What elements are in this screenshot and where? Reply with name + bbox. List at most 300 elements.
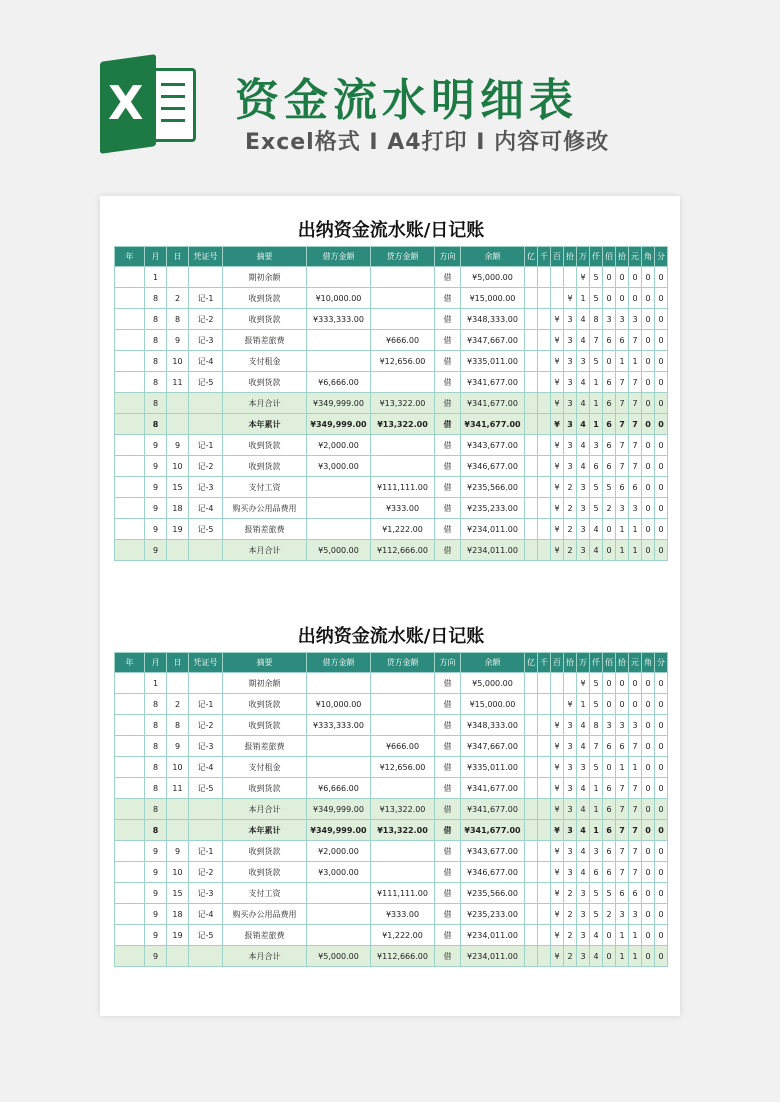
- digit-cell: 3: [577, 498, 590, 519]
- table-row: [115, 673, 668, 694]
- direction-cell: 借: [435, 799, 461, 820]
- month-cell: 9: [145, 456, 167, 477]
- digit-cell: 2: [564, 946, 577, 967]
- voucher-cell: 记-5: [189, 925, 223, 946]
- year-cell: [115, 673, 145, 694]
- debit-cell: [307, 267, 371, 288]
- digit-cell: 0: [655, 372, 668, 393]
- table-row: [115, 694, 668, 715]
- direction-cell: 借: [435, 736, 461, 757]
- year-cell: [115, 736, 145, 757]
- credit-cell: [371, 673, 435, 694]
- summary-cell: 本月合计: [223, 946, 307, 967]
- digit-cell: [525, 435, 538, 456]
- year-cell: [115, 841, 145, 862]
- digit-cell: 6: [603, 736, 616, 757]
- digit-cell: [525, 715, 538, 736]
- table-row: [115, 778, 668, 799]
- digit-cell: 7: [590, 330, 603, 351]
- column-header: 拾: [564, 653, 577, 673]
- voucher-cell: 记-4: [189, 351, 223, 372]
- digit-cell: 0: [655, 757, 668, 778]
- digit-cell: [525, 757, 538, 778]
- digit-cell: [525, 267, 538, 288]
- digit-cell: [525, 540, 538, 561]
- credit-cell: ¥666.00: [371, 736, 435, 757]
- day-cell: 11: [167, 372, 189, 393]
- digit-cell: 0: [642, 799, 655, 820]
- credit-cell: [371, 309, 435, 330]
- day-cell: 15: [167, 477, 189, 498]
- direction-cell: 借: [435, 351, 461, 372]
- column-header: 月: [145, 653, 167, 673]
- month-cell: 8: [145, 757, 167, 778]
- day-cell: 9: [167, 435, 189, 456]
- digit-cell: 0: [655, 778, 668, 799]
- direction-cell: 借: [435, 946, 461, 967]
- digit-cell: [538, 673, 551, 694]
- day-cell: [167, 673, 189, 694]
- digit-cell: 3: [564, 435, 577, 456]
- digit-cell: 7: [616, 778, 629, 799]
- digit-cell: 1: [629, 757, 642, 778]
- digit-cell: [525, 694, 538, 715]
- summary-cell: 收到货款: [223, 309, 307, 330]
- digit-cell: 3: [577, 883, 590, 904]
- column-header: 年: [115, 653, 145, 673]
- balance-cell: ¥234,011.00: [461, 540, 525, 561]
- digit-cell: ¥: [551, 904, 564, 925]
- digit-cell: [538, 820, 551, 841]
- month-cell: 9: [145, 841, 167, 862]
- balance-cell: ¥234,011.00: [461, 946, 525, 967]
- digit-cell: [551, 267, 564, 288]
- digit-cell: 0: [629, 694, 642, 715]
- balance-cell: ¥341,677.00: [461, 820, 525, 841]
- digit-cell: 1: [577, 694, 590, 715]
- credit-cell: [371, 267, 435, 288]
- digit-cell: 0: [642, 862, 655, 883]
- digit-cell: ¥: [551, 456, 564, 477]
- column-header: 千: [538, 653, 551, 673]
- voucher-cell: [189, 946, 223, 967]
- voucher-cell: 记-4: [189, 757, 223, 778]
- digit-cell: [525, 925, 538, 946]
- direction-cell: 借: [435, 435, 461, 456]
- digit-cell: 7: [616, 435, 629, 456]
- column-header: 余额: [461, 247, 525, 267]
- subtotal-row: [115, 393, 668, 414]
- credit-cell: ¥111,111.00: [371, 477, 435, 498]
- column-header: 凭证号: [189, 247, 223, 267]
- debit-cell: ¥349,999.00: [307, 414, 371, 435]
- day-cell: 11: [167, 778, 189, 799]
- digit-cell: 2: [564, 477, 577, 498]
- credit-cell: [371, 841, 435, 862]
- digit-cell: 0: [642, 925, 655, 946]
- table-header-row: [115, 653, 668, 673]
- day-cell: [167, 267, 189, 288]
- digit-cell: 7: [590, 736, 603, 757]
- digit-cell: 0: [655, 330, 668, 351]
- credit-cell: ¥666.00: [371, 330, 435, 351]
- debit-cell: ¥5,000.00: [307, 540, 371, 561]
- credit-cell: ¥112,666.00: [371, 540, 435, 561]
- voucher-cell: [189, 267, 223, 288]
- credit-cell: ¥13,322.00: [371, 799, 435, 820]
- direction-cell: 借: [435, 841, 461, 862]
- summary-cell: 收到货款: [223, 288, 307, 309]
- digit-cell: 4: [577, 330, 590, 351]
- table-row: [115, 519, 668, 540]
- column-header: 拾: [564, 247, 577, 267]
- digit-cell: 0: [616, 673, 629, 694]
- digit-cell: 0: [603, 540, 616, 561]
- month-cell: 8: [145, 736, 167, 757]
- digit-cell: 0: [629, 673, 642, 694]
- table-row: [115, 330, 668, 351]
- year-cell: [115, 946, 145, 967]
- month-cell: 8: [145, 778, 167, 799]
- digit-cell: 6: [603, 330, 616, 351]
- digit-cell: 3: [564, 393, 577, 414]
- voucher-cell: 记-5: [189, 519, 223, 540]
- balance-cell: ¥5,000.00: [461, 673, 525, 694]
- table-row: [115, 715, 668, 736]
- balance-cell: ¥234,011.00: [461, 925, 525, 946]
- digit-cell: [525, 372, 538, 393]
- digit-cell: 6: [603, 393, 616, 414]
- debit-cell: [307, 351, 371, 372]
- debit-cell: ¥6,666.00: [307, 778, 371, 799]
- digit-cell: 0: [655, 904, 668, 925]
- digit-cell: 7: [629, 414, 642, 435]
- table-row: [115, 841, 668, 862]
- column-header: 方向: [435, 653, 461, 673]
- digit-cell: 3: [577, 925, 590, 946]
- day-cell: 10: [167, 862, 189, 883]
- table-row: [115, 288, 668, 309]
- digit-cell: 0: [642, 330, 655, 351]
- digit-cell: [538, 540, 551, 561]
- digit-cell: [538, 736, 551, 757]
- direction-cell: 借: [435, 715, 461, 736]
- column-header: 万: [577, 247, 590, 267]
- digit-cell: 0: [655, 288, 668, 309]
- digit-cell: 4: [590, 519, 603, 540]
- digit-cell: 0: [642, 820, 655, 841]
- digit-cell: ¥: [551, 778, 564, 799]
- digit-cell: [525, 309, 538, 330]
- column-header: 佰: [603, 653, 616, 673]
- digit-cell: ¥: [551, 925, 564, 946]
- table-row: [115, 498, 668, 519]
- digit-cell: 7: [629, 799, 642, 820]
- digit-cell: 3: [577, 540, 590, 561]
- month-cell: 1: [145, 267, 167, 288]
- summary-cell: 收到货款: [223, 778, 307, 799]
- digit-cell: 4: [590, 925, 603, 946]
- summary-cell: 收到货款: [223, 456, 307, 477]
- summary-cell: 购买办公用品费用: [223, 498, 307, 519]
- digit-cell: [538, 519, 551, 540]
- debit-cell: [307, 904, 371, 925]
- subtotal-row: [115, 946, 668, 967]
- year-cell: [115, 862, 145, 883]
- day-cell: 9: [167, 330, 189, 351]
- month-cell: 9: [145, 540, 167, 561]
- cumulative-row: [115, 820, 668, 841]
- digit-cell: [525, 673, 538, 694]
- voucher-cell: [189, 393, 223, 414]
- digit-cell: 7: [629, 330, 642, 351]
- credit-cell: ¥1,222.00: [371, 925, 435, 946]
- digit-cell: [538, 330, 551, 351]
- digit-cell: [525, 841, 538, 862]
- digit-cell: 0: [655, 946, 668, 967]
- year-cell: [115, 715, 145, 736]
- digit-cell: 2: [564, 925, 577, 946]
- digit-cell: 0: [603, 694, 616, 715]
- column-header: 贷方金额: [371, 247, 435, 267]
- digit-cell: [551, 673, 564, 694]
- year-cell: [115, 778, 145, 799]
- digit-cell: ¥: [551, 820, 564, 841]
- direction-cell: 借: [435, 673, 461, 694]
- digit-cell: ¥: [551, 498, 564, 519]
- digit-cell: 0: [642, 883, 655, 904]
- digit-cell: 4: [577, 309, 590, 330]
- digit-cell: ¥: [551, 477, 564, 498]
- table-row: [115, 267, 668, 288]
- digit-cell: 1: [616, 946, 629, 967]
- digit-cell: 4: [577, 841, 590, 862]
- digit-cell: 4: [577, 393, 590, 414]
- voucher-cell: 记-1: [189, 694, 223, 715]
- digit-cell: [538, 946, 551, 967]
- day-cell: 10: [167, 351, 189, 372]
- day-cell: [167, 393, 189, 414]
- digit-cell: 0: [655, 862, 668, 883]
- direction-cell: 借: [435, 498, 461, 519]
- direction-cell: 借: [435, 904, 461, 925]
- logo-letter: X: [108, 76, 144, 130]
- direction-cell: 借: [435, 540, 461, 561]
- digit-cell: 4: [577, 736, 590, 757]
- summary-cell: 本月合计: [223, 799, 307, 820]
- debit-cell: ¥6,666.00: [307, 372, 371, 393]
- ledger-title: 出纳资金流水账/日记账: [297, 220, 485, 241]
- digit-cell: 3: [577, 904, 590, 925]
- direction-cell: 借: [435, 694, 461, 715]
- digit-cell: 1: [616, 540, 629, 561]
- digit-cell: 3: [603, 309, 616, 330]
- day-cell: 8: [167, 715, 189, 736]
- digit-cell: 6: [603, 799, 616, 820]
- digit-cell: 6: [603, 862, 616, 883]
- digit-cell: 2: [564, 540, 577, 561]
- voucher-cell: 记-3: [189, 736, 223, 757]
- direction-cell: 借: [435, 883, 461, 904]
- digit-cell: 3: [616, 904, 629, 925]
- voucher-cell: 记-4: [189, 904, 223, 925]
- year-cell: [115, 799, 145, 820]
- digit-cell: [538, 456, 551, 477]
- digit-cell: 2: [603, 904, 616, 925]
- voucher-cell: 记-3: [189, 330, 223, 351]
- day-cell: 9: [167, 736, 189, 757]
- column-header: 拾: [616, 653, 629, 673]
- direction-cell: 借: [435, 330, 461, 351]
- digit-cell: 0: [603, 946, 616, 967]
- year-cell: [115, 435, 145, 456]
- credit-cell: ¥13,322.00: [371, 393, 435, 414]
- debit-cell: [307, 757, 371, 778]
- voucher-cell: 记-3: [189, 883, 223, 904]
- credit-cell: [371, 715, 435, 736]
- digit-cell: 3: [629, 715, 642, 736]
- balance-cell: ¥341,677.00: [461, 393, 525, 414]
- digit-cell: 6: [603, 456, 616, 477]
- digit-cell: 5: [590, 267, 603, 288]
- balance-cell: ¥346,677.00: [461, 456, 525, 477]
- digit-cell: 5: [590, 477, 603, 498]
- month-cell: 8: [145, 799, 167, 820]
- debit-cell: ¥10,000.00: [307, 694, 371, 715]
- direction-cell: 借: [435, 757, 461, 778]
- digit-cell: [551, 694, 564, 715]
- day-cell: [167, 799, 189, 820]
- day-cell: 9: [167, 841, 189, 862]
- digit-cell: 0: [655, 694, 668, 715]
- debit-cell: [307, 883, 371, 904]
- column-header: 仟: [590, 247, 603, 267]
- month-cell: 9: [145, 498, 167, 519]
- digit-cell: 0: [655, 841, 668, 862]
- digit-cell: 4: [577, 862, 590, 883]
- voucher-cell: 记-3: [189, 477, 223, 498]
- digit-cell: [538, 393, 551, 414]
- table-row: [115, 435, 668, 456]
- year-cell: [115, 414, 145, 435]
- digit-cell: 0: [655, 267, 668, 288]
- column-header: 仟: [590, 653, 603, 673]
- digit-cell: [538, 477, 551, 498]
- digit-cell: [538, 715, 551, 736]
- digit-cell: 7: [616, 414, 629, 435]
- credit-cell: [371, 694, 435, 715]
- voucher-cell: 记-4: [189, 498, 223, 519]
- digit-cell: 6: [603, 820, 616, 841]
- direction-cell: 借: [435, 477, 461, 498]
- direction-cell: 借: [435, 820, 461, 841]
- digit-cell: [538, 862, 551, 883]
- summary-cell: 期初余额: [223, 673, 307, 694]
- digit-cell: 3: [564, 736, 577, 757]
- summary-cell: 本月合计: [223, 393, 307, 414]
- digit-cell: [538, 351, 551, 372]
- month-cell: 9: [145, 519, 167, 540]
- digit-cell: 0: [655, 393, 668, 414]
- digit-cell: 0: [642, 694, 655, 715]
- digit-cell: 0: [616, 267, 629, 288]
- digit-cell: 4: [577, 435, 590, 456]
- direction-cell: 借: [435, 456, 461, 477]
- debit-cell: [307, 330, 371, 351]
- digit-cell: 0: [642, 393, 655, 414]
- debit-cell: [307, 673, 371, 694]
- column-header: 分: [655, 653, 668, 673]
- digit-cell: 6: [603, 435, 616, 456]
- balance-cell: ¥15,000.00: [461, 288, 525, 309]
- month-cell: 9: [145, 477, 167, 498]
- digit-cell: 2: [564, 883, 577, 904]
- year-cell: [115, 309, 145, 330]
- digit-cell: 0: [642, 477, 655, 498]
- digit-cell: [525, 393, 538, 414]
- balance-cell: ¥348,333.00: [461, 715, 525, 736]
- digit-cell: 4: [577, 820, 590, 841]
- balance-cell: ¥235,566.00: [461, 477, 525, 498]
- month-cell: 8: [145, 330, 167, 351]
- digit-cell: 0: [655, 414, 668, 435]
- summary-cell: 收到货款: [223, 862, 307, 883]
- digit-cell: 6: [629, 477, 642, 498]
- balance-cell: ¥15,000.00: [461, 694, 525, 715]
- digit-cell: [525, 330, 538, 351]
- column-header: 借方金额: [307, 653, 371, 673]
- credit-cell: ¥12,656.00: [371, 757, 435, 778]
- digit-cell: 7: [616, 372, 629, 393]
- digit-cell: 0: [642, 435, 655, 456]
- voucher-cell: 记-5: [189, 372, 223, 393]
- digit-cell: [525, 519, 538, 540]
- digit-cell: 0: [655, 498, 668, 519]
- day-cell: [167, 540, 189, 561]
- credit-cell: ¥333.00: [371, 498, 435, 519]
- month-cell: 8: [145, 351, 167, 372]
- digit-cell: 1: [616, 351, 629, 372]
- digit-cell: 4: [577, 372, 590, 393]
- column-header: 角: [642, 653, 655, 673]
- month-cell: 8: [145, 393, 167, 414]
- balance-cell: ¥341,677.00: [461, 372, 525, 393]
- day-cell: 18: [167, 904, 189, 925]
- credit-cell: [371, 288, 435, 309]
- year-cell: [115, 351, 145, 372]
- credit-cell: ¥12,656.00: [371, 351, 435, 372]
- digit-cell: 3: [603, 715, 616, 736]
- table-row: [115, 456, 668, 477]
- debit-cell: [307, 477, 371, 498]
- digit-cell: 2: [564, 904, 577, 925]
- digit-cell: 3: [564, 778, 577, 799]
- digit-cell: [525, 414, 538, 435]
- day-cell: [167, 820, 189, 841]
- digit-cell: 0: [616, 694, 629, 715]
- credit-cell: [371, 372, 435, 393]
- summary-cell: 收到货款: [223, 715, 307, 736]
- digit-cell: 8: [590, 309, 603, 330]
- digit-cell: [525, 904, 538, 925]
- day-cell: 2: [167, 288, 189, 309]
- digit-cell: 7: [616, 799, 629, 820]
- digit-cell: 6: [616, 330, 629, 351]
- digit-cell: 4: [590, 946, 603, 967]
- credit-cell: ¥13,322.00: [371, 414, 435, 435]
- digit-cell: 1: [616, 519, 629, 540]
- digit-cell: 5: [590, 904, 603, 925]
